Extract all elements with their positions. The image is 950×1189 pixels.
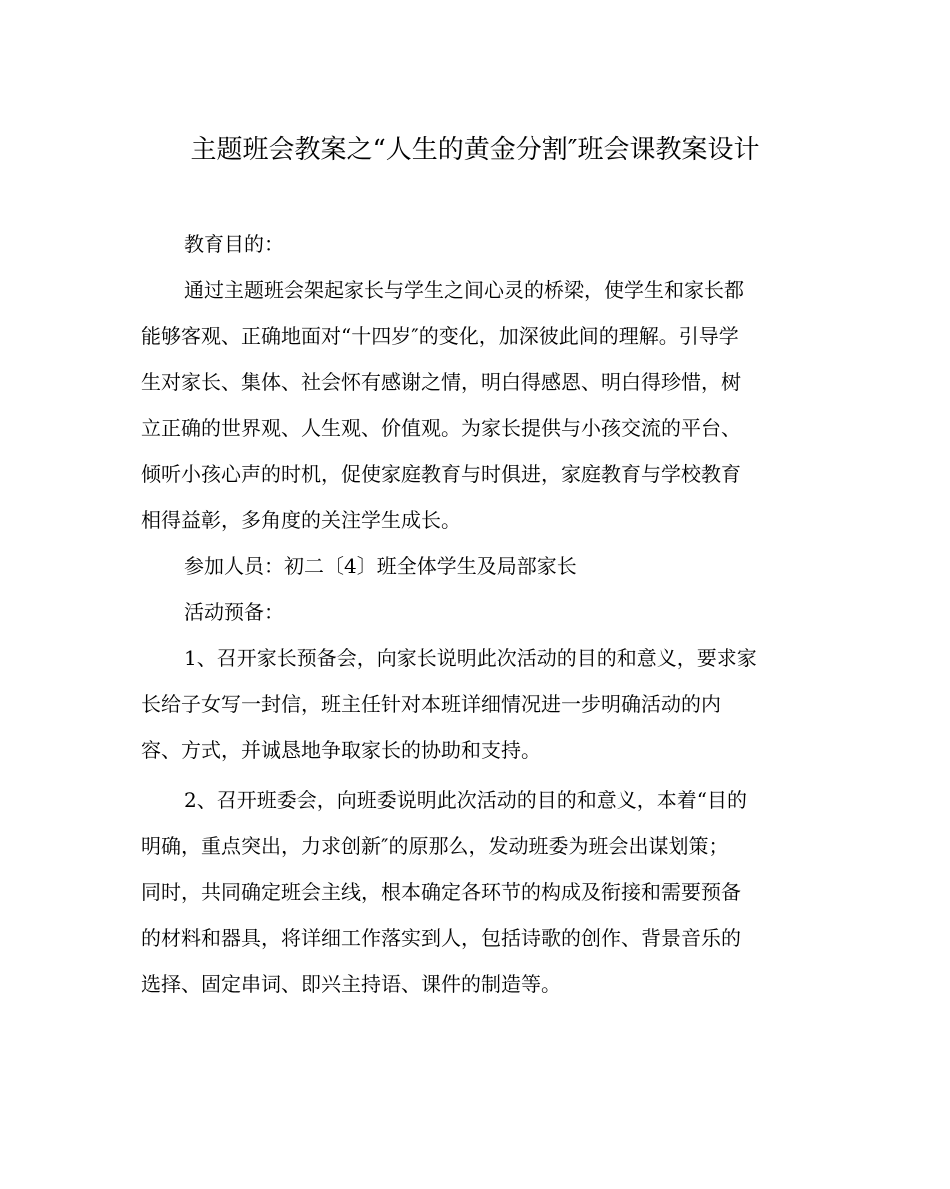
prep-item-2-line: 的材料和器具，将详细工作落实到人，包括诗歌的创作、背景音乐的 — [141, 926, 741, 950]
prep-item-1-line: 1、召开家长预备会，向家长说明此次活动的目的和意义，要求家 — [184, 646, 757, 670]
prep-item-2-line: 同时，共同确定班会主线，根本确定各环节的构成及衔接和需要预备 — [141, 880, 741, 904]
prep-item-2-line: 明确，重点突出，力求创新″的原那么，发动班委为班会出谋划策； — [141, 834, 729, 858]
goal-heading: 教育目的： — [184, 232, 284, 256]
goal-line: 生对家长、集体、社会怀有感谢之情，明白得感恩、明白得珍惜，树 — [141, 370, 741, 394]
participants-line: 参加人员：初二〔4〕班全体学生及局部家长 — [184, 554, 577, 578]
prep-item-1-line: 容、方式，并诚恳地争取家长的协助和支持。 — [141, 738, 541, 762]
goal-line: 倾听小孩心声的时机，促使家庭教育与时俱进，家庭教育与学校教育 — [141, 462, 741, 486]
goal-line: 通过主题班会架起家长与学生之间心灵的桥梁，使学生和家长都 — [184, 278, 744, 302]
prep-item-2-line: 选择、固定串词、即兴主持语、课件的制造等。 — [141, 972, 561, 996]
document-body — [141, 221, 807, 1007]
prep-item-2-line: 2、召开班委会，向班委说明此次活动的目的和意义，本着“目的 — [184, 788, 747, 812]
prep-item-1-line: 长给子女写一封信，班主任针对本班详细情况进一步明确活动的内 — [141, 692, 721, 716]
goal-line: 立正确的世界观、人生观、价值观。为家长提供与小孩交流的平台、 — [141, 416, 741, 440]
prep-heading: 活动预备： — [184, 600, 284, 624]
goal-line: 相得益彰，多角度的关注学生成长。 — [141, 508, 461, 532]
goal-line: 能够客观、正确地面对“十四岁″的变化，加深彼此间的理解。引导学 — [141, 324, 739, 348]
document-title: 主题班会教案之“人生的黄金分割″班会课教案设计 — [190, 135, 760, 165]
